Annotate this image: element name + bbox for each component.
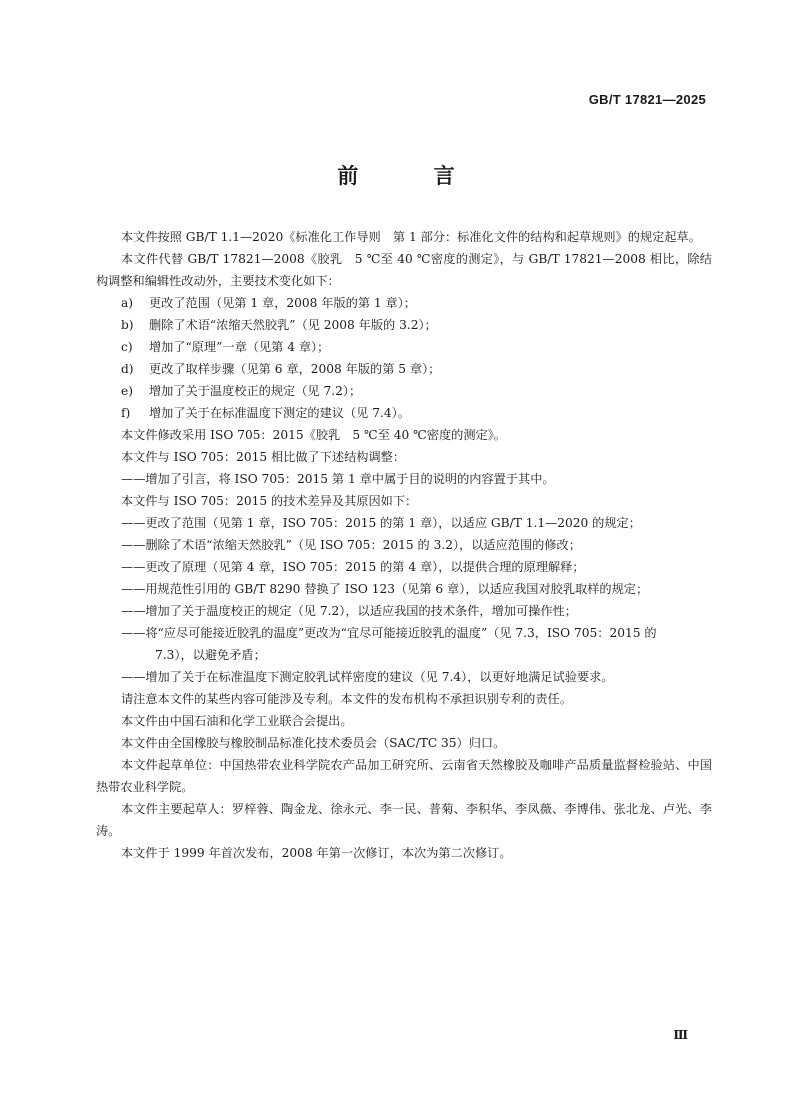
technical-difference-item — [96, 556, 712, 578]
list-item — [96, 292, 712, 314]
paragraph-proposer: 本文件由中国石油和化学工业联合会提出。 — [121, 714, 353, 728]
paragraph-patent-notice: 请注意本文件的某些内容可能涉及专利。本文件的发布机构不承担识别专利的责任。 — [121, 692, 572, 706]
list-item — [96, 402, 712, 424]
paragraph-technical-intro: 本文件与 ISO 705：2015 的技术差异及其原因如下： — [121, 494, 418, 508]
list-item — [96, 380, 712, 402]
technical-difference-item — [96, 666, 712, 688]
technical-difference-list — [96, 512, 712, 688]
technical-difference-text: ——用规范性引用的 GB/T 8290 替换了 ISO 123（见第 6 章），以适应我国对胶乳取样的规定； — [121, 582, 649, 596]
page-title: 前 言 — [337, 164, 489, 188]
paragraph-drafters: 本文件主要起草人：罗梓蓉、陶金龙、徐永元、李一民、普菊、李积华、李凤薇、李博伟、张北龙、卢光、李涛。 — [96, 802, 712, 838]
list-item — [96, 358, 712, 380]
change-list — [96, 292, 712, 424]
page-number: Ⅲ — [673, 1028, 688, 1042]
list-item-text: 增加了关于温度校正的规定（见 7.2）； — [149, 384, 362, 398]
technical-difference-text: ——删除了术语“浓缩天然胶乳”（见 ISO 705：2015 的 3.2），以适应范围的修改； — [121, 538, 581, 552]
list-item-label: a) — [121, 296, 134, 310]
technical-difference-item — [96, 534, 712, 556]
technical-difference-text: ——更改了范围（见第 1 章，ISO 705：2015 的第 1 章），以适应 GB/T 1.1—2020 的规定； — [121, 516, 641, 530]
technical-difference-continuation: 7.3），以避免矛盾； — [155, 648, 266, 662]
paragraph-drafting-units: 本文件起草单位：中国热带农业科学院农产品加工研究所、云南省天然橡胶及咖啡产品质量监督检验站、中国热带农业科学院。 — [96, 758, 712, 794]
technical-difference-text: ——更改了原理（见第 4 章，ISO 705：2015 的第 4 章），以提供合理的原理解释； — [121, 560, 585, 574]
list-item — [96, 336, 712, 358]
structural-change-item: ——增加了引言，将 ISO 705：2015 第 1 章中属于目的说明的内容置于其中。 — [121, 472, 555, 486]
paragraph-iso-adoption: 本文件修改采用 ISO 705：2015《胶乳 5 ℃至 40 ℃密度的测定》。 — [121, 428, 506, 442]
document-code: GB/T 17821—2025 — [588, 92, 706, 107]
list-item — [96, 314, 712, 336]
list-item-text: 增加了关于在标准温度下测定的建议（见 7.4）。 — [149, 406, 410, 420]
list-item-label: c) — [121, 340, 133, 354]
list-item-text: 更改了取样步骤（见第 6 章，2008 年版的第 5 章）； — [149, 362, 441, 376]
foreword-body — [96, 226, 712, 864]
technical-difference-text: ——增加了关于在标准温度下测定胶乳试样密度的建议（见 7.4），以更好地满足试验要求。 — [121, 670, 614, 684]
technical-difference-item — [96, 600, 712, 622]
list-item-label: f) — [121, 406, 131, 420]
technical-difference-text: ——将“应尽可能接近胶乳的温度”更改为“宜尽可能接近胶乳的温度”（见 7.3，ISO 705：2015 的 — [121, 626, 657, 640]
technical-difference-item — [96, 512, 712, 534]
paragraph-committee: 本文件由全国橡胶与橡胶制品标准化技术委员会（SAC/TC 35）归口。 — [121, 736, 506, 750]
paragraph-drafting-rules: 本文件按照 GB/T 1.1—2020《标准化工作导则 第 1 部分：标准化文件的结构和起草规则》的规定起草。 — [121, 230, 701, 244]
list-item-text: 删除了术语“浓缩天然胶乳”（见 2008 年版的 3.2）； — [149, 318, 437, 332]
list-item-label: b) — [121, 318, 134, 332]
list-item-text: 增加了“原理”一章（见第 4 章）； — [149, 340, 330, 354]
paragraph-replacement: 本文件代替 GB/T 17821—2008《胶乳 5 ℃至 40 ℃密度的测定》，与 GB/T 17821—2008 相比，除结构调整和编辑性改动外，主要技术变化如下： — [96, 252, 712, 288]
list-item-text: 更改了范围（见第 1 章，2008 年版的第 1 章）； — [149, 296, 416, 310]
paragraph-structural-intro: 本文件与 ISO 705：2015 相比做了下述结构调整： — [121, 450, 406, 464]
technical-difference-text: ——增加了关于温度校正的规定（见 7.2），以适应我国的技术条件，增加可操作性； — [121, 604, 577, 618]
technical-difference-item — [96, 578, 712, 600]
technical-difference-item — [96, 622, 712, 666]
list-item-label: d) — [121, 362, 134, 376]
list-item-label: e) — [121, 384, 133, 398]
paragraph-history: 本文件于 1999 年首次发布，2008 年第一次修订，本次为第二次修订。 — [121, 846, 512, 860]
